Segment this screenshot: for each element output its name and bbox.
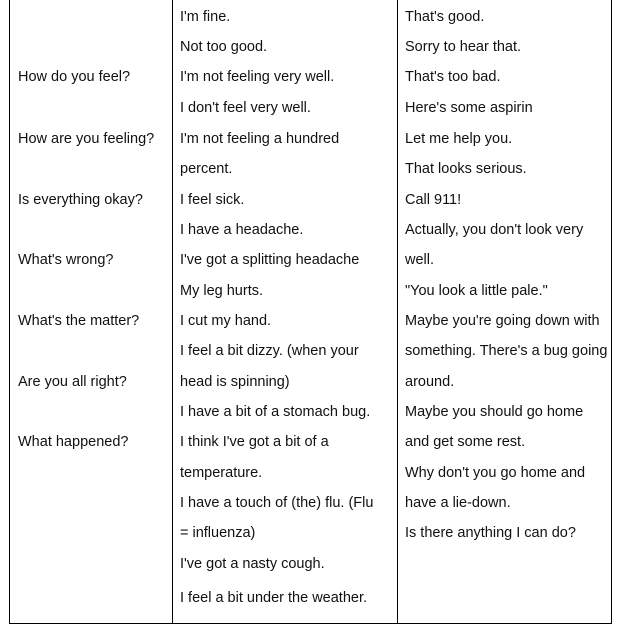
question-cell: What's wrong? — [18, 252, 114, 268]
response-line: I think I've got a bit of a — [180, 434, 329, 450]
reply-line: and get some rest. — [405, 434, 526, 450]
response-line: I'm not feeling a hundred — [180, 131, 340, 147]
response-line: I've got a nasty cough. — [180, 556, 325, 572]
response-line: = influenza) — [180, 525, 256, 541]
response-line: percent. — [180, 161, 233, 177]
question-cell: How do you feel? — [18, 69, 131, 85]
response-line: I'm not feeling very well. — [180, 69, 335, 85]
response-line: temperature. — [180, 465, 263, 481]
response-line: I feel a bit dizzy. (when your — [180, 343, 359, 359]
response-line: I have a touch of (the) flu. (Flu — [180, 495, 374, 511]
response-line: I feel a bit under the weather. — [180, 590, 368, 606]
reply-line: Actually, you don't look very — [405, 222, 584, 238]
reply-line: Why don't you go home and — [405, 465, 586, 481]
response-line: I have a bit of a stomach bug. — [180, 404, 371, 420]
responses-column — [172, 0, 398, 623]
reply-line: Maybe you should go home — [405, 404, 584, 420]
replies-column — [397, 0, 611, 623]
reply-line: Call 911! — [405, 192, 462, 208]
response-line: Not too good. — [180, 39, 268, 55]
reply-line: Maybe you're going down with — [405, 313, 600, 329]
response-line: I don't feel very well. — [180, 100, 311, 116]
response-line: I cut my hand. — [180, 313, 272, 329]
reply-line: Sorry to hear that. — [405, 39, 522, 55]
question-cell: What's the matter? — [18, 313, 140, 329]
reply-line: That's too bad. — [405, 69, 501, 85]
reply-line: Here's some aspirin — [405, 100, 533, 116]
response-line: I have a headache. — [180, 222, 304, 238]
phrases-table — [9, 0, 612, 624]
question-cell: How are you feeling? — [18, 131, 155, 147]
reply-line: have a lie-down. — [405, 495, 511, 511]
reply-line: That's good. — [405, 9, 485, 25]
reply-line: Is there anything I can do? — [405, 525, 576, 541]
response-line: head is spinning) — [180, 374, 290, 390]
question-cell: Are you all right? — [18, 374, 127, 390]
reply-line: Let me help you. — [405, 131, 513, 147]
reply-line: That looks serious. — [405, 161, 527, 177]
response-line: I've got a splitting headache — [180, 252, 360, 268]
reply-line: something. There's a bug going — [405, 343, 608, 359]
response-line: I feel sick. — [180, 192, 245, 208]
response-line: I'm fine. — [180, 9, 231, 25]
response-line: My leg hurts. — [180, 283, 263, 299]
question-cell: Is everything okay? — [18, 192, 143, 208]
questions-column — [10, 0, 173, 623]
reply-line: "You look a little pale." — [405, 283, 548, 299]
question-cell: What happened? — [18, 434, 129, 450]
reply-line: well. — [405, 252, 435, 268]
reply-line: around. — [405, 374, 455, 390]
